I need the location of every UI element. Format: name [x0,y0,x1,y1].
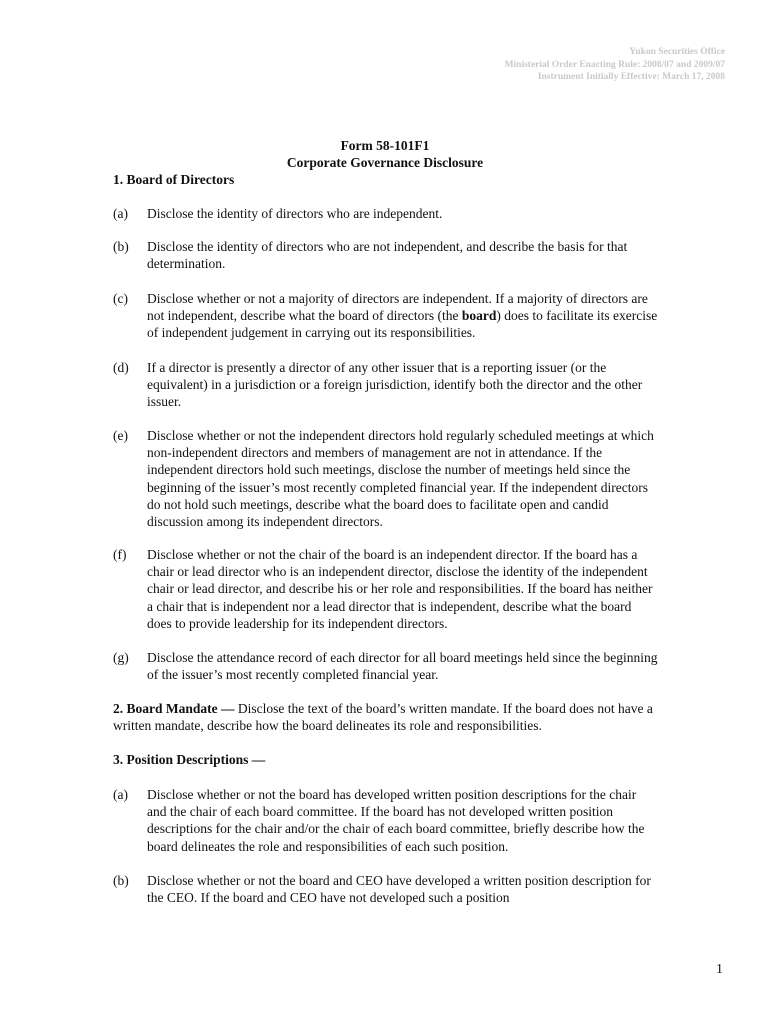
item-label: (d) [113,360,129,375]
item-text-part: ) does to facilitate its exercise of independent judgement in carrying out its responsibilities. [147,308,658,341]
item-1c [113,290,658,342]
item-label: (b) [113,239,129,254]
item-label: (c) [113,291,128,306]
section-3-heading: 3. Position Descriptions — [113,752,266,767]
section-2 [113,700,658,734]
item-1d [113,359,658,411]
form-subtitle: Corporate Governance Disclosure [286,155,484,170]
form-title: Form 58-101F1 [340,138,430,153]
item-text: Disclose whether or not the independent directors hold regularly scheduled meetings at which non-independent directors and members of management are not in attendance. If the independent directors hold such meetings, disclose the number of meetings held since the beginning of the issuer’s most recently completed financial year. If the independent directors do not hold such meetings, describe what the board does to facilitate open and candid discussion among its independent directors. [147,428,654,530]
page-number: 1 [716,962,723,977]
item-text [147,290,658,342]
document-header [505,46,725,84]
item-label: (b) [113,873,129,888]
defined-term-board: board [461,308,497,324]
item-label: (f) [113,547,127,562]
section-1-heading: 1. Board of Directors [113,172,235,187]
item-text: Disclose the attendance record of each director for all board meetings held since the beginning of the issuer’s most recently completed financial year. [147,650,658,683]
item-text: Disclose the identity of directors who are not independent, and describe the basis for that determination. [147,239,628,272]
header-order: Ministerial Order Enacting Rule: 2008/07 and 2009/07 [504,59,725,70]
item-3b [113,872,658,906]
item-label: (e) [113,428,128,443]
item-3a [113,786,658,855]
header-office: Yukon Securities Office [629,47,725,57]
item-1b [113,238,658,272]
item-1a [113,205,658,222]
section-2-heading: 2. Board Mandate — [113,701,235,716]
section-2-text: Disclose the text of the board’s written mandate. If the board does not have a written mandate, describe how the board delineates its role and responsibilities. [113,701,653,734]
item-1g [113,649,658,683]
item-text: Disclose whether or not the board and CEO have developed a written position description for the CEO. If the board and CEO have not developed such a position [147,873,651,906]
item-text: Disclose whether or not the chair of the board is an independent director. If the board has a chair or lead director who is an independent director, disclose the identity of the independent chair or lead director, and describe his or her role and responsibilities. If the board has neither a chair that is independent nor a lead director that is independent, describe what the board does to provide leadership for its independent directors. [147,547,653,631]
item-label: (a) [113,787,128,802]
item-text: Disclose the identity of directors who are independent. [147,206,443,221]
item-label: (g) [113,650,129,665]
item-label: (a) [113,206,128,221]
header-effective-date: Instrument Initially Effective: March 17, 2008 [537,72,725,82]
item-1f [113,546,658,632]
item-1e [113,427,658,530]
item-text-part: Disclose whether or not a majority of directors are independent. If a majority of directors are not independent, describe what the board of directors (the [147,291,648,324]
item-text: If a director is presently a director of any other issuer that is a reporting issuer (or the equivalent) in a jurisdiction or a foreign jurisdiction, identify both the director and the other issuer. [147,360,643,410]
item-text: Disclose whether or not the board has developed written position descriptions for the chair and the chair of each board committee. If the board has not developed written position descriptions for the chair and/or the chair of each board committee, briefly describe how the board delineates the role and responsibilities of each such position. [147,787,645,854]
